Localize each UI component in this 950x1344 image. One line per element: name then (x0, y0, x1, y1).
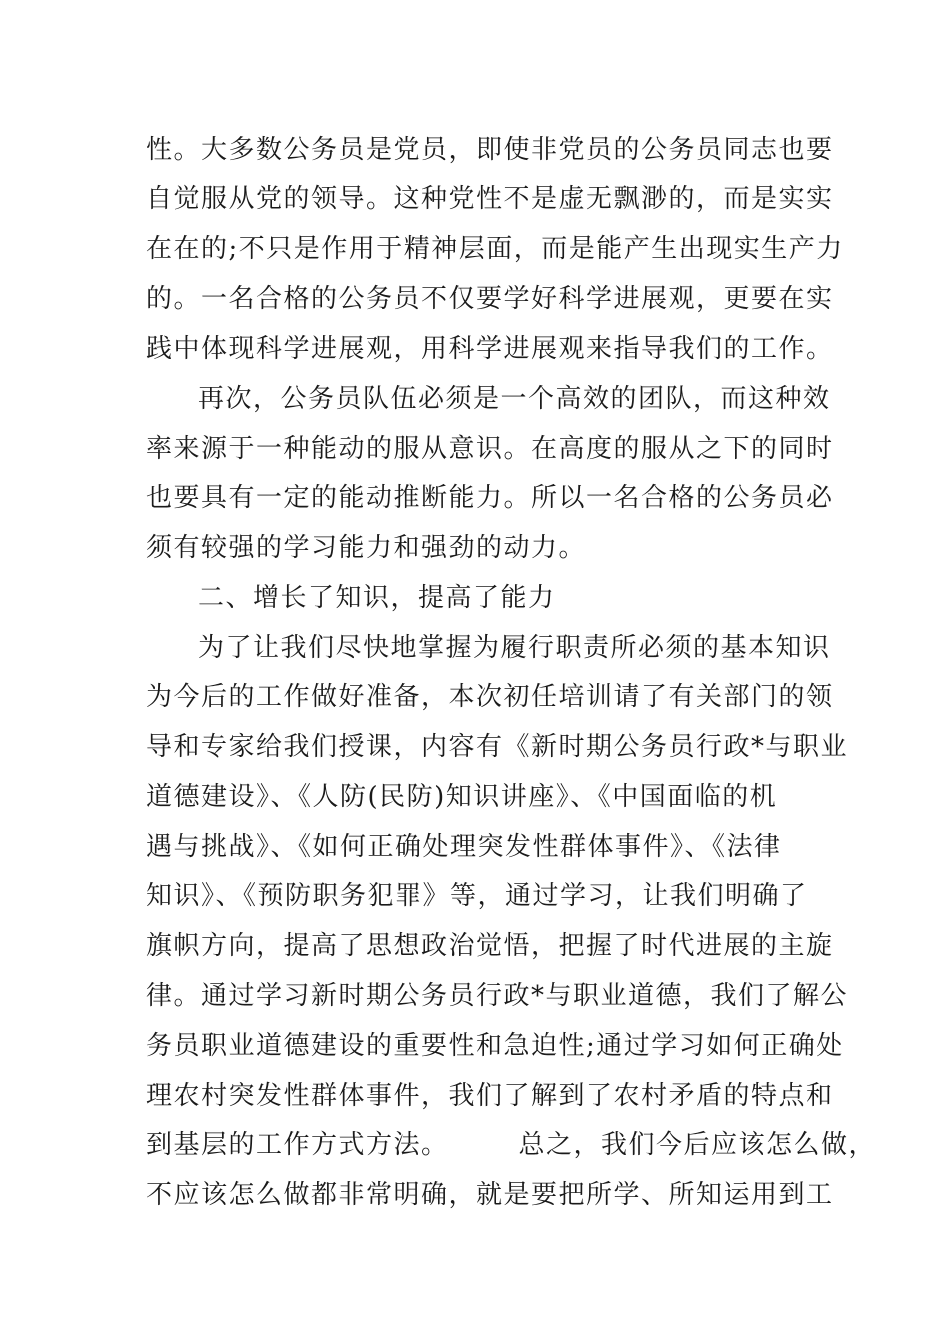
paragraph-line: 理农村突发性群体事件，我们了解到了农村矛盾的特点和 (146, 1081, 834, 1111)
line-segment: 到基层的工作方式方法。 (146, 1130, 449, 1160)
paragraph-line: 务员职业道德建设的重要性和急迫性;通过学习如何正确处 (146, 1031, 844, 1061)
paragraph-line: 为今后的工作做好准备，本次初任培训请了有关部门的领 (146, 682, 834, 712)
paragraph-line: 自觉服从党的领导。这种党性不是虚无飘渺的，而是实实 (146, 184, 834, 214)
paragraph-line: 性。大多数公务员是党员，即使非党员的公务员同志也要 (146, 135, 834, 165)
paragraph-line: 践中体现科学进展观，用科学进展观来指导我们的工作。 (146, 334, 834, 364)
line-segment: 总之，我们今后应该怎么做， (518, 1130, 877, 1160)
paragraph-line: 也要具有一定的能动推断能力。所以一名合格的公务员必 (146, 483, 834, 513)
paragraph-line: 的。一名合格的公务员不仅要学好科学进展观，更要在实 (146, 284, 834, 314)
section-heading: 二、增长了知识，提高了能力 (198, 583, 556, 613)
paragraph-line: 遇与挑战》、《如何正确处理突发性群体事件》、《法律 (146, 832, 782, 862)
paragraph-line: 在在的;不只是作用于精神层面，而是能产生出现实生产力 (146, 234, 844, 264)
paragraph-line: 律。通过学习新时期公务员行政*与职业道德，我们了解公 (146, 981, 849, 1011)
paragraph-line: 率来源于一种能动的服从意识。在高度的服从之下的同时 (146, 434, 834, 464)
paragraph-line: 导和专家给我们授课，内容有《新时期公务员行政*与职业 (146, 732, 849, 762)
paragraph-line (0, 1120, 950, 1170)
paragraph-line: 再次，公务员队伍必须是一个高效的团队，而这种效 (198, 384, 831, 414)
paragraph-line: 知识》、《预防职务犯罪》等，通过学习，让我们明确了 (146, 881, 808, 911)
paragraph-line: 须有较强的学习能力和强劲的动力。 (146, 533, 587, 563)
paragraph-line: 为了让我们尽快地掌握为履行职责所必须的基本知识 (198, 633, 831, 663)
paragraph-line: 不应该怎么做都非常明确，就是要把所学、所知运用到工 (146, 1180, 834, 1210)
paragraph-line: 道德建设》、《人防(民防)知识讲座》、《中国面临的机 (146, 782, 778, 812)
paragraph-line: 旗帜方向，提高了思想政治觉悟，把握了时代进展的主旋 (146, 931, 834, 961)
